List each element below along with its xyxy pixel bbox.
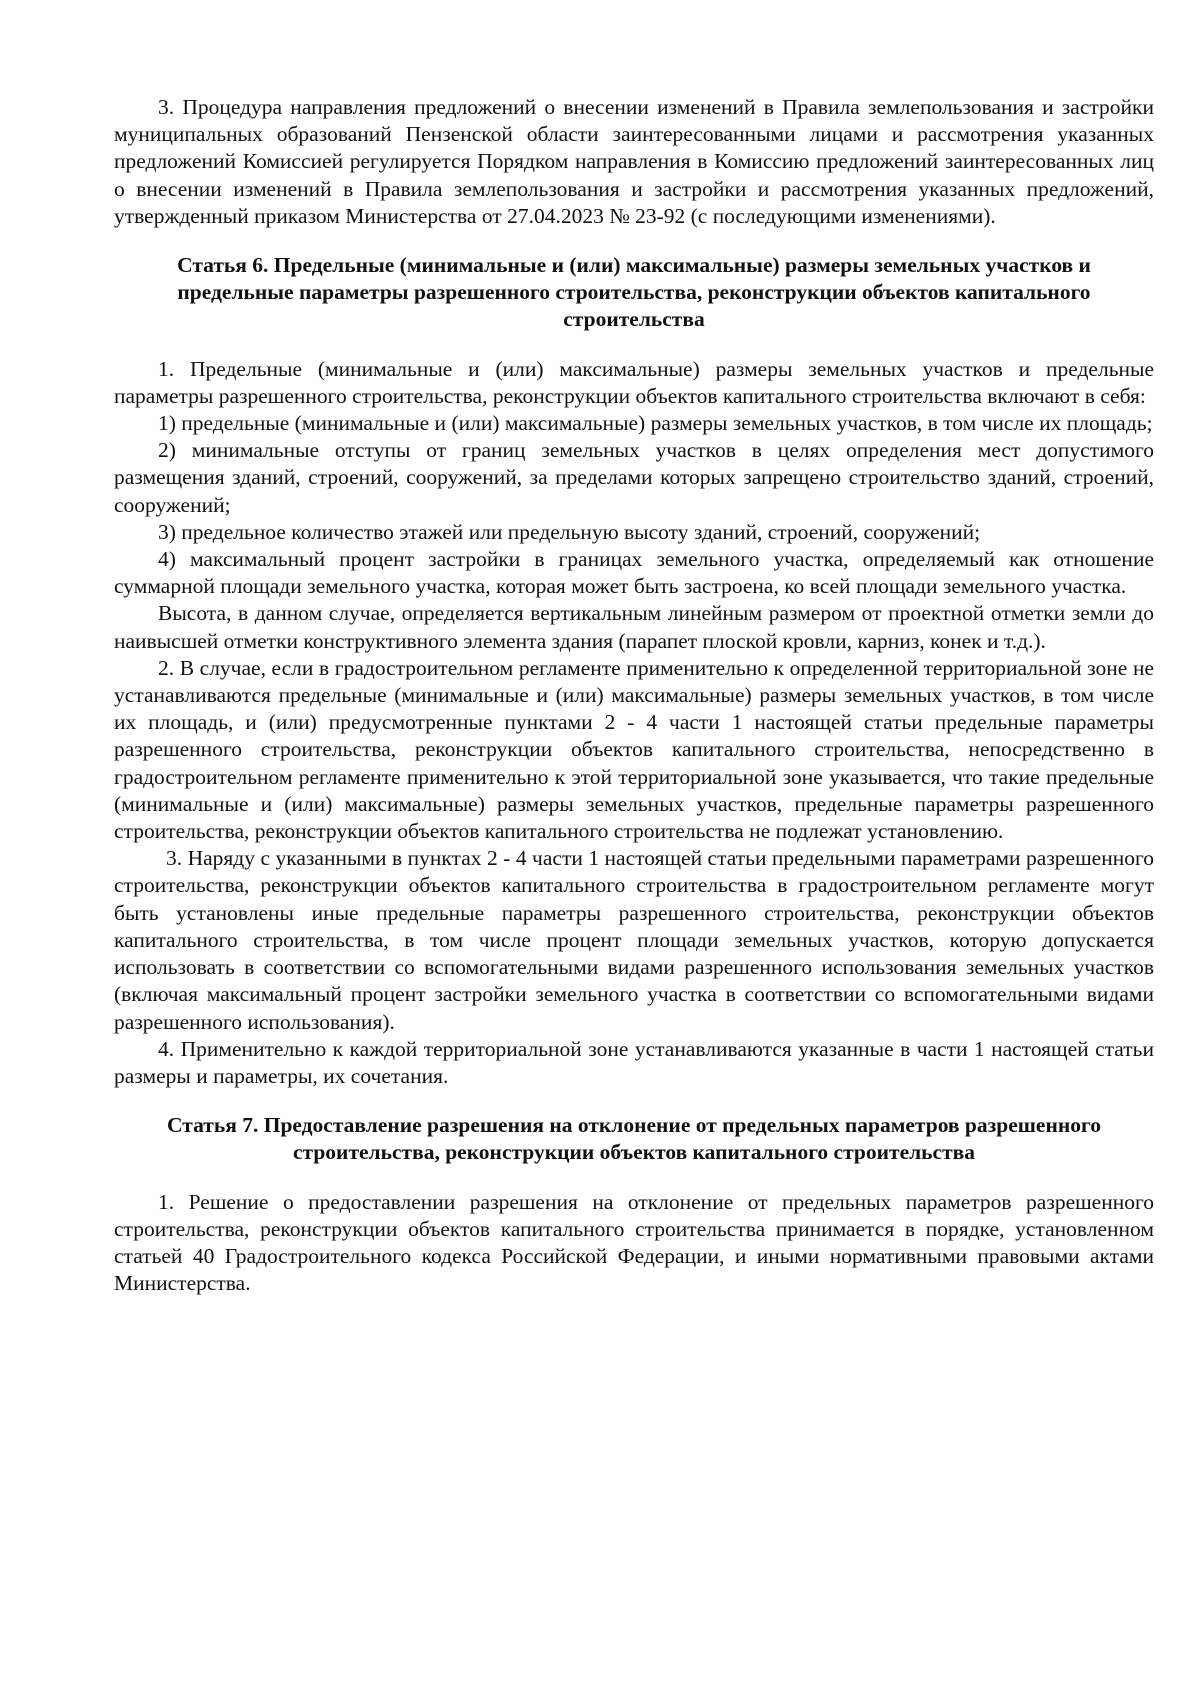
article-6-item-1: 1) предельные (минимальные и (или) максимальные) размеры земельных участков, в том числе их площадь; <box>158 411 1153 436</box>
article-6-item-3: 3) предельное количество этажей или предельную высоту зданий, строений, сооружений; <box>158 519 981 544</box>
article-6-paragraph-4: 4. Применительно к каждой территориальной зоне устанавливаются указанные в части 1 настоящей статьи размеры и параметры, их сочетания. <box>114 1036 1154 1088</box>
article-6-height-note: Высота, в данном случае, определяется вертикальным линейным размером от проектной отметки земли до наивысшей отметки конструктивного элемента здания (парапет плоской кровли, карниз, конек и т.д.). <box>114 601 1154 653</box>
document-page <box>114 94 1154 1297</box>
article-6-title: Статья 6. Предельные (минимальные и (или) максимальные) размеры земельных участков и предельные параметры разрешенного строительства, реконструкции объектов капитального строительства <box>177 253 1091 332</box>
article-6-paragraph-2: 2. В случае, если в градостроительном регламенте применительно к определенной территориальной зоне не устанавливаются предельные (минимальные и (или) максимальные) размеры земельных участков, в том числе их площадь, и (или) предусмотренные пунктами 2 - 4 части 1 настоящей статьи предельные параметры разрешенного строительства, реконструкции объектов капитального строительства, непосредственно в градостроительном регламенте применительно к этой территориальной зоне указывается, что такие предельные (минимальные и (или) максимальные) размеры земельных участков, предельные параметры разрешенного строительства, реконструкции объектов капитального строительства не подлежат установлению. <box>114 655 1154 844</box>
intro-paragraph-3: 3. Процедура направления предложений о внесении изменений в Правила землепользования и застройки муниципальных образований Пензенской области заинтересованными лицами и рассмотрения указанных предложений Комиссией регулируется Порядком направления в Комиссию предложений заинтересованных лиц о внесении изменений в Правила землепользования и застройки и рассмотрения указанных предложений, утвержденный приказом Министерства от 27.04.2023 № 23-92 (с последующими изменениями). <box>114 95 1154 228</box>
article-7-title: Статья 7. Предоставление разрешения на отклонение от предельных параметров разрешенного строительства, реконструкции объектов капитального строительства <box>167 1113 1101 1165</box>
article-6-paragraph-1: 1. Предельные (минимальные и (или) максимальные) размеры земельных участков и предельные параметры разрешенного строительства, реконструкции объектов капитального строительства включают в себя: <box>114 356 1154 408</box>
article-6-item-2: 2) минимальные отступы от границ земельных участков в целях определения мест допустимого размещения зданий, строений, сооружений, за пределами которых запрещено строительство зданий, строений, сооружений; <box>114 438 1154 517</box>
article-6-item-4: 4) максимальный процент застройки в границах земельного участка, определяемый как отношение суммарной площади земельного участка, которая может быть застроена, ко всей площади земельного участка. <box>114 547 1154 599</box>
article-7-paragraph-1: 1. Решение о предоставлении разрешения на отклонение от предельных параметров разрешенного строительства, реконструкции объектов капитального строительства принимается в порядке, установленном статьей 40 Градостроительного кодекса Российской Федерации, и иными нормативными правовыми актами Министерства. <box>114 1189 1154 1296</box>
article-6-paragraph-3: 3. Наряду с указанными в пунктах 2 - 4 части 1 настоящей статьи предельными параметрами разрешенного строительства, реконструкции объектов капитального строительства в градостроительном регламенте могут быть установлены иные предельные параметры разрешенного строительства, реконструкции объектов капитального строительства, в том числе процент площади земельных участков, которую допускается использовать в соответствии со вспомогательными видами разрешенного использования земельных участков (включая максимальный процент застройки земельного участка в соответствии со вспомогательными видами разрешенного использования). <box>114 846 1154 1034</box>
